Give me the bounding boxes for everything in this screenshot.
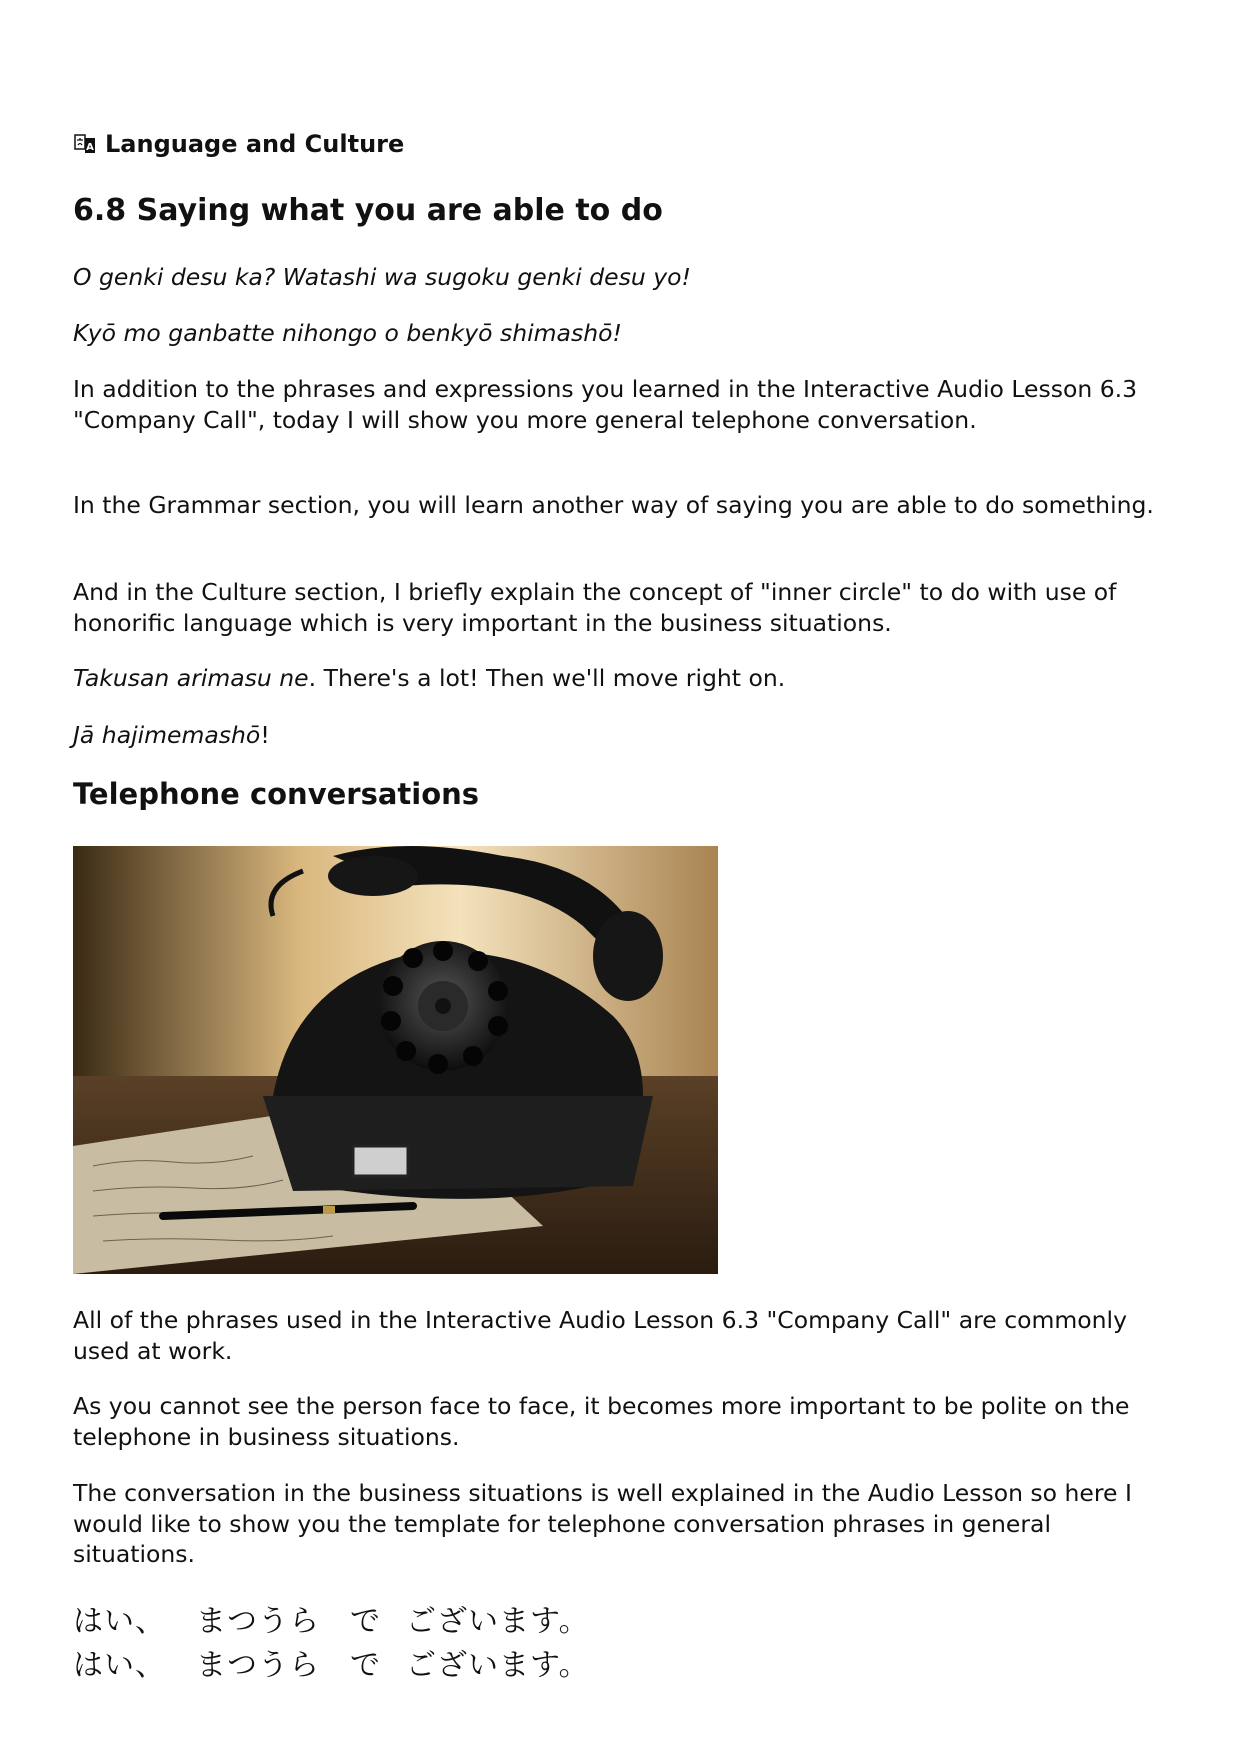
svg-text:A: A (86, 142, 94, 153)
jp-word: まつうら (196, 1648, 320, 1683)
jp-word: はい、 (73, 1604, 166, 1639)
intro-paragraph-1: In addition to the phrases and expressions you learned in the Interactive Audio Lesson 6.3 "Company Call", today I will show you more general telephone conversation. (73, 375, 1138, 434)
jp-word: はい、 (73, 1648, 166, 1683)
jp-word: で (350, 1604, 381, 1639)
jp-word: ございます。 (406, 1604, 590, 1639)
intro-line-2: Kyō mo ganbatte nihongo o benkyō shimashō! (73, 319, 622, 347)
body-paragraph-2: As you cannot see the person face to face, it becomes more important to be polite on the telephone in business situations. (73, 1392, 1130, 1451)
intro-paragraph-5: Jā hajimemashō! (73, 721, 270, 749)
japanese-phrase-line-1 (73, 1596, 590, 1640)
page-title: 6.8 Saying what you are able to do (73, 193, 663, 228)
telephone-photo (73, 846, 718, 1274)
japanese-phrase-line-2 (73, 1640, 590, 1684)
section-heading: Telephone conversations (73, 777, 480, 811)
section-tag-label: Language and Culture (105, 130, 405, 158)
language-icon (73, 132, 97, 156)
intro-paragraph-2: In the Grammar section, you will learn another way of saying you are able to do something. (73, 491, 1154, 519)
section-tag (73, 130, 404, 158)
intro-paragraph-3: And in the Culture section, I briefly explain the concept of "inner circle" to do with use of honorific language which is very important in the business situations. (73, 578, 1117, 637)
jp-word: まつうら (196, 1604, 320, 1639)
intro-paragraph-4: Takusan arimasu ne. There's a lot! Then we'll move right on. (73, 664, 786, 692)
jp-word: ございます。 (406, 1648, 590, 1683)
jp-word: で (350, 1648, 381, 1683)
body-paragraph-3: The conversation in the business situations is well explained in the Audio Lesson so here I would like to show you the template for telephone conversation phrases in general situations. (73, 1479, 1132, 1568)
body-paragraph-1: All of the phrases used in the Interactive Audio Lesson 6.3 "Company Call" are commonly used at work. (73, 1306, 1127, 1365)
intro-line-1: O genki desu ka? Watashi wa sugoku genki desu yo! (73, 263, 691, 291)
